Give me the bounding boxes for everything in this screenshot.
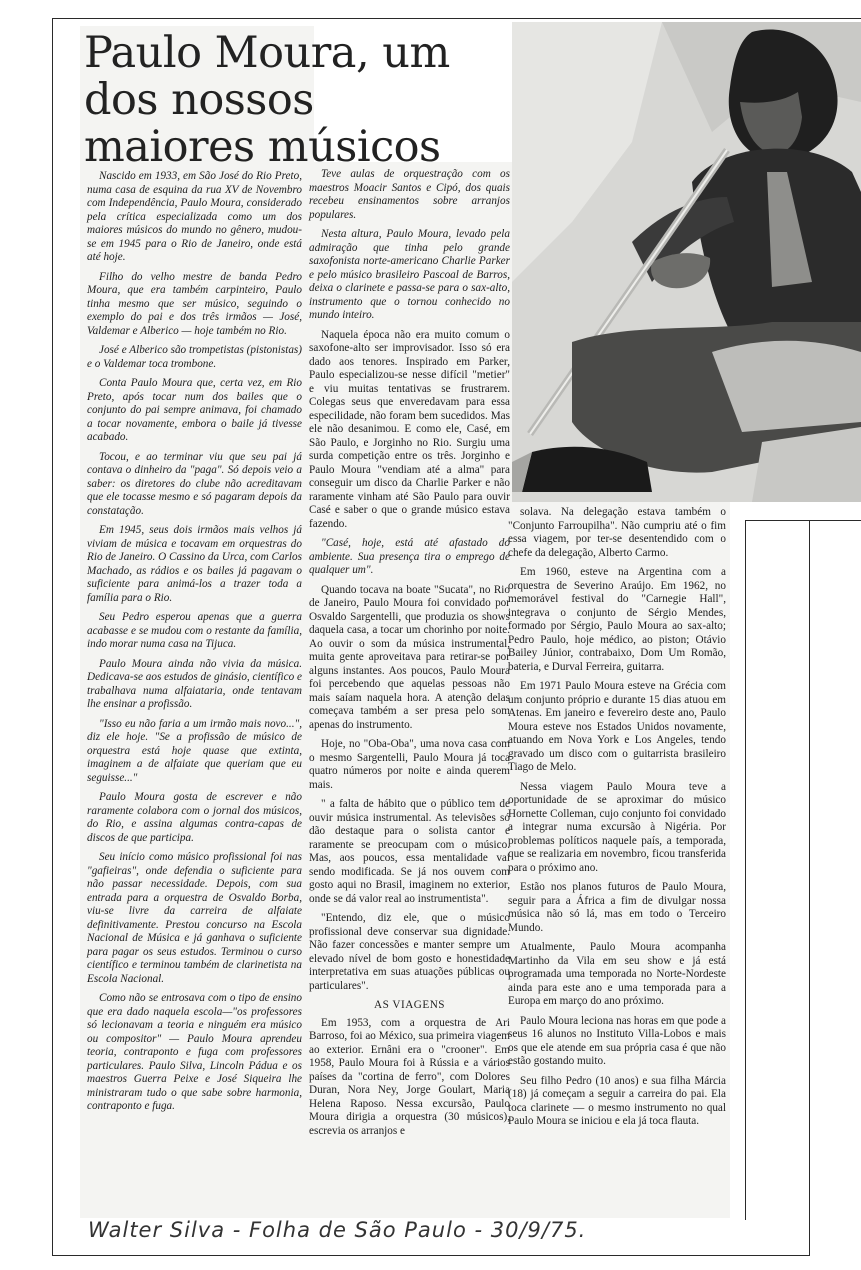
paragraph: Conta Paulo Moura que, certa vez, em Rio Preto, após tocar num dos bailes que o conjunto do pai sempre animava, foi chamado a tocar novamente, embora o baile já tivesse acabado. (87, 377, 302, 443)
inner-frame-top-line (745, 520, 861, 521)
paragraph: Como não se entrosava com o tipo de ensino que era dado naquela escola—"os professores só lecionavam a teoria e ninguém era músico ou compositor" — Paulo Moura aprendeu teoria, contraponto e fuga com professores particulares. Paulo Silva, Lincoln Pádua e os maestros Guerra Peixe e José Siqueira lhe ministraram tudo o que sabe sobre harmonia, contraponto e fuga. (87, 992, 302, 1112)
paragraph: solava. Na delegação estava também o "Conjunto Farroupilha". Não cumpriu até o fim essa viagem, por ter-se desentendido com o chefe da delegação, Alberto Carmo. (508, 506, 726, 559)
subheading-as-viagens: AS VIAGENS (374, 999, 445, 1011)
paragraph: Em 1945, seus dois irmãos mais velhos já viviam de música e tocavam em orquestras do Rio de Janeiro. O Cassino da Urca, com Carlos Machado, as rádios e os bailes já pagavam o suficiente para animá-los a trazer toda a família para o Rio. (87, 524, 302, 604)
paragraph: Em 1953, com a orquestra de Ari Barroso, foi ao México, sua primeira viagem ao exterior. Ernâni era o "crooner". Em 1958, Paulo Moura foi à Rússia e a vários países da "cortina de ferro", com Dolores Duran, Nora Ney, Jorge Goulart, Maria Helena Raposo. Nessa excursão, Paulo Moura dirigia a orquestra (30 músicos), escrevia os arranjos e (309, 1016, 510, 1137)
column-3 (508, 506, 726, 1135)
column-1 (87, 170, 302, 1120)
handwritten-signature: Walter Silva - Folha de São Paulo - 30/9/75. (88, 1218, 587, 1242)
paragraph: Nesta altura, Paulo Moura, levado pela admiração que tinha pelo grande saxofonista norte-americano Charlie Parker e pelo músico brasileiro Pascoal de Barros, deixa o clarinete e passa-se para o sax-alto, instrumento que o tornou conhecido no mundo inteiro. (309, 228, 510, 321)
paragraph: Quando tocava na boate "Sucata", no Rio de Janeiro, Paulo Moura foi convidado por Osvaldo Sargentelli, que produzia os shows daquela casa, a tocar um chorinho por noite. Ao ouvir o som da música instrumental, muita gente aproveitava para retirar-se por alguns instantes. Aos poucos, Paulo Moura foi percebendo que aquelas pessoas não mais saíam naquela hora. A atenção delas começava também a ser presa pelo som apenas do instrumento. (309, 583, 510, 731)
article-title: Paulo Moura, um dos nossos maiores músicos (84, 28, 450, 172)
column-2 (309, 168, 510, 1144)
paragraph: Seu início como músico profissional foi nas "gafieiras", onde defendia o suficiente para não passar necessidade. Depois, com sua entrada para a orquestra de Osvaldo Borba, viu-se livre da carreira de alfaiate definitivamente. Prestou concurso na Escola Nacional de Música e já ganhava o suficiente para pagar os seus estudos. Terminou o curso científico e terminou também de clarinetista na Escola Nacional. (87, 851, 302, 985)
paragraph: Paulo Moura leciona nas horas em que pode a seus 16 alunos no Instituto Villa-Lobos e mais os que ele atende em sua própria casa é que não estão gostando muito. (508, 1014, 726, 1067)
paragraph: Nascido em 1933, em São José do Rio Preto, numa casa de esquina da rua XV de Novembro com Independência, Paulo Moura, considerado pela crítica especializada como um dos maiores músicos do mundo no gênero, mudou-se em 1945 para o Rio de Janeiro, onde está até hoje. (87, 170, 302, 263)
paragraph: Seu Pedro esperou apenas que a guerra acabasse e se mudou com o restante da família, indo morar numa casa na Tijuca. (87, 611, 302, 650)
paragraph: Paulo Moura gosta de escrever e não raramente colabora com o jornal dos músicos, do Rio, e assina algumas contra-capas de discos de que participa. (87, 791, 302, 844)
paragraph: Teve aulas de orquestração com os maestros Moacir Santos e Cipó, dos quais recebeu ensinamentos sobre arranjos populares. (309, 168, 510, 221)
inner-frame-left-line (745, 520, 746, 1220)
paragraph: " a falta de hábito que o público tem de ouvir música instrumental. As televisões só dão destaque para o solista cantor e raramente se preocupam com o músico. Mas, aos poucos, essa mentalidade vai sendo modificada. Se já nos ouvem com gosto aqui no Brasil, imaginem no exterior, onde se dá valor real ao instrumentista". (309, 798, 510, 905)
paragraph: Filho do velho mestre de banda Pedro Moura, que era também carpinteiro, Paulo tinha mesmo que ser músico, seguindo o exemplo do pai e dos três irmãos — José, Valdemar e Alberico — hoje também no Rio. (87, 270, 302, 337)
paragraph: Tocou, e ao terminar viu que seu pai já contava o dinheiro da "paga". Só depois veio a saber: os diretores do clube não acreditavam que ele tocasse mesmo e só pagaram depois da constatação. (87, 450, 302, 517)
paragraph: "Isso eu não faria a um irmão mais novo...", diz ele hoje. "Se a profissão de músico de orquestra está hoje quase que extinta, imaginem a de alfaiate que queriam que eu seguisse..." (87, 717, 302, 784)
paragraph: Seu filho Pedro (10 anos) e sua filha Márcia (18) já começam a seguir a carreira do pai. Ela toca clarinete — o mesmo instrumento no qual Paulo Moura se iniciou e ela já toca flauta. (508, 1074, 726, 1127)
saxophonist-illustration (512, 22, 861, 502)
musician-photo (512, 22, 861, 502)
paragraph: Estão nos planos futuros de Paulo Moura, seguir para a África a fim de divulgar nossa música não só lá, mas em todo o Terceiro Mundo. (508, 881, 726, 934)
bottom-border-line (52, 1255, 810, 1256)
paragraph: Nessa viagem Paulo Moura teve a oportunidade de se aproximar do músico Hornette Colleman, cujo conjunto foi convidado a integrar numa excursão à Nigéria. Por problemas políticos naquele país, a temporada, que se realizaria em novembro, ficou transferida para o próximo ano. (508, 780, 726, 874)
top-border-line (52, 18, 861, 19)
paragraph: Paulo Moura ainda não vivia da música. Dedicava-se aos estudos de ginásio, científico e trabalhava numa alfaiataria, onde tentavam lhe ensinar a profissão. (87, 657, 302, 710)
paragraph: "Casé, hoje, está até afastado do ambiente. Sua presença tira o emprego de qualquer um". (309, 537, 510, 576)
left-border-line (52, 18, 53, 1256)
right-border-line (809, 520, 810, 1256)
paragraph: Hoje, no "Oba-Oba", uma nova casa com o mesmo Sargentelli, Paulo Moura já toca quatro números por noite e ainda querem mais. (309, 738, 510, 791)
paragraph: Atualmente, Paulo Moura acompanha Martinho da Vila em seu show e já está programada uma temporada no Norte-Nordeste ainda para este ano e uma temporada para a Europa em março do ano próximo. (508, 941, 726, 1007)
paragraph: "Entendo, diz ele, que o músico profissional deve conservar sua dignidade. Não fazer concessões e manter sempre um elevado nível de bom gosto e honestidade interpretativa em suas atuações públicas ou particulares". (309, 912, 510, 992)
paragraph: Em 1971 Paulo Moura esteve na Grécia com um conjunto próprio e durante 15 dias atuou em Atenas. Em janeiro e fevereiro deste ano, Paulo Moura esteve nos Estados Unidos novamente, atuando em Nova York e Los Angeles, tendo gravado um disco com o guitarrista brasileiro Tiago de Melo. (508, 680, 726, 773)
paragraph: José e Alberico são trompetistas (pistonistas) e o Valdemar toca trombone. (87, 344, 302, 370)
paragraph: Naquela época não era muito comum o saxofone-alto ser improvisador. Isso só era dado aos tenores. Inspirado em Parker, Paulo especializou-se nesse difícil "metier" e viu muitas tentativas se frustrarem. Colegas seus que enveredavam para essa especilidade, não foram bem sucedidos. Mas ele não desanimou. E como ele, Casé, em São Paulo, e Jorginho no Rio. Surgiu uma surda competição entre os três. Jorginho e Paulo Moura "vendiam até a alma" para conseguir um disco da Charlie Parker e não raramente vinham até São Paulo para ouvir Casé e saber o que o grande músico estava fazendo. (309, 328, 510, 530)
paragraph: Em 1960, esteve na Argentina com a orquestra de Severino Araújo. Em 1962, no memorável festival do "Carnegie Hall", integrava o conjunto de Sérgio Mendes, formado por Sérgio, Paulo Moura ao sax-alto; Pedro Paulo, hoje médico, ao piston; Otávio Bailey Júnior, contrabaixo, Dom Um Romão, bateria, e Durval Ferreira, guitarra. (508, 566, 726, 673)
